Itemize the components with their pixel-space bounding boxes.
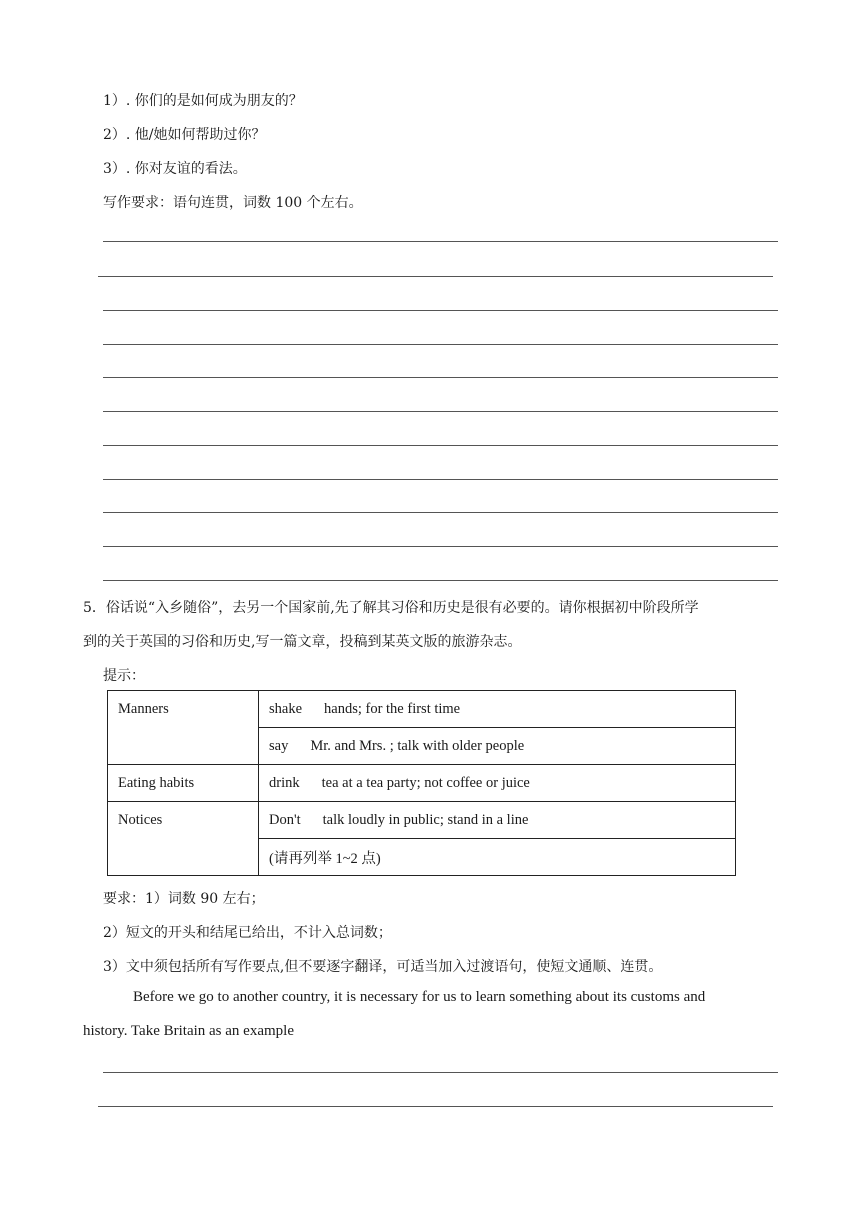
hint-cell — [259, 765, 736, 802]
hint-verb: drink — [269, 774, 300, 791]
task5-intro-line2: 到的关于英国的习俗和历史,写一篇文章，投稿到某英文版的旅游杂志。 — [83, 634, 522, 650]
question-1: 1）. 你们的是如何成为朋友的？ — [103, 93, 303, 109]
hint-verb: shake — [269, 700, 303, 717]
hint-cell-extra: (请再列举 1~2 点) — [259, 839, 736, 876]
answer-line[interactable] — [103, 344, 778, 345]
requirement-2: 2）短文的开头和结尾已给出，不计入总词数； — [103, 925, 392, 941]
hint-cell — [259, 728, 736, 765]
hint-text: talk loudly in public; stand in a line — [322, 811, 529, 828]
requirement-1: 要求：1）词数 90 左右； — [103, 891, 265, 907]
hint-text: Mr. and Mrs. ; talk with older people — [310, 737, 525, 754]
question-3: 3）. 你对友谊的看法。 — [103, 161, 247, 177]
opening-line-1: Before we go to another country, it is necessary for us to learn something about its customs and — [133, 989, 706, 1005]
answer-line[interactable] — [103, 479, 778, 480]
writing-requirement: 写作要求：语句连贯，词数 100 个左右。 — [103, 195, 363, 211]
hint-text: hands; for the first time — [324, 700, 461, 717]
answer-line[interactable] — [103, 310, 778, 311]
category-notices: Notices — [108, 802, 259, 876]
hint-cell — [259, 691, 736, 728]
answer-line[interactable] — [103, 411, 778, 412]
question-2: 2）. 他/她如何帮助过你？ — [103, 127, 266, 143]
answer-line[interactable] — [103, 241, 778, 242]
category-eating-habits: Eating habits — [108, 765, 259, 802]
hint-text: tea at a tea party; not coffee or juice — [321, 774, 530, 791]
answer-line[interactable] — [103, 580, 778, 581]
hint-label: 提示： — [103, 668, 145, 684]
category-manners: Manners — [108, 691, 259, 765]
task5-intro-line1: 5．俗话说“入乡随俗”，去另一个国家前,先了解其习俗和历史是很有必要的。请你根据初中阶段所学 — [83, 600, 699, 616]
hint-verb: Don't — [269, 811, 301, 828]
answer-line[interactable] — [103, 377, 778, 378]
answer-line[interactable] — [103, 1072, 778, 1073]
hints-table — [107, 690, 736, 876]
opening-line-2: history. Take Britain as an example — [83, 1023, 294, 1039]
requirement-3: 3）文中须包括所有写作要点,但不要逐字翻译，可适当加入过渡语句，使短文通顺、连贯。 — [103, 959, 663, 975]
hint-cell — [259, 802, 736, 839]
answer-line[interactable] — [103, 512, 778, 513]
answer-line[interactable] — [98, 276, 773, 277]
hint-verb: say — [269, 737, 289, 754]
answer-line[interactable] — [98, 1106, 773, 1107]
answer-line[interactable] — [103, 445, 778, 446]
answer-line[interactable] — [103, 546, 778, 547]
